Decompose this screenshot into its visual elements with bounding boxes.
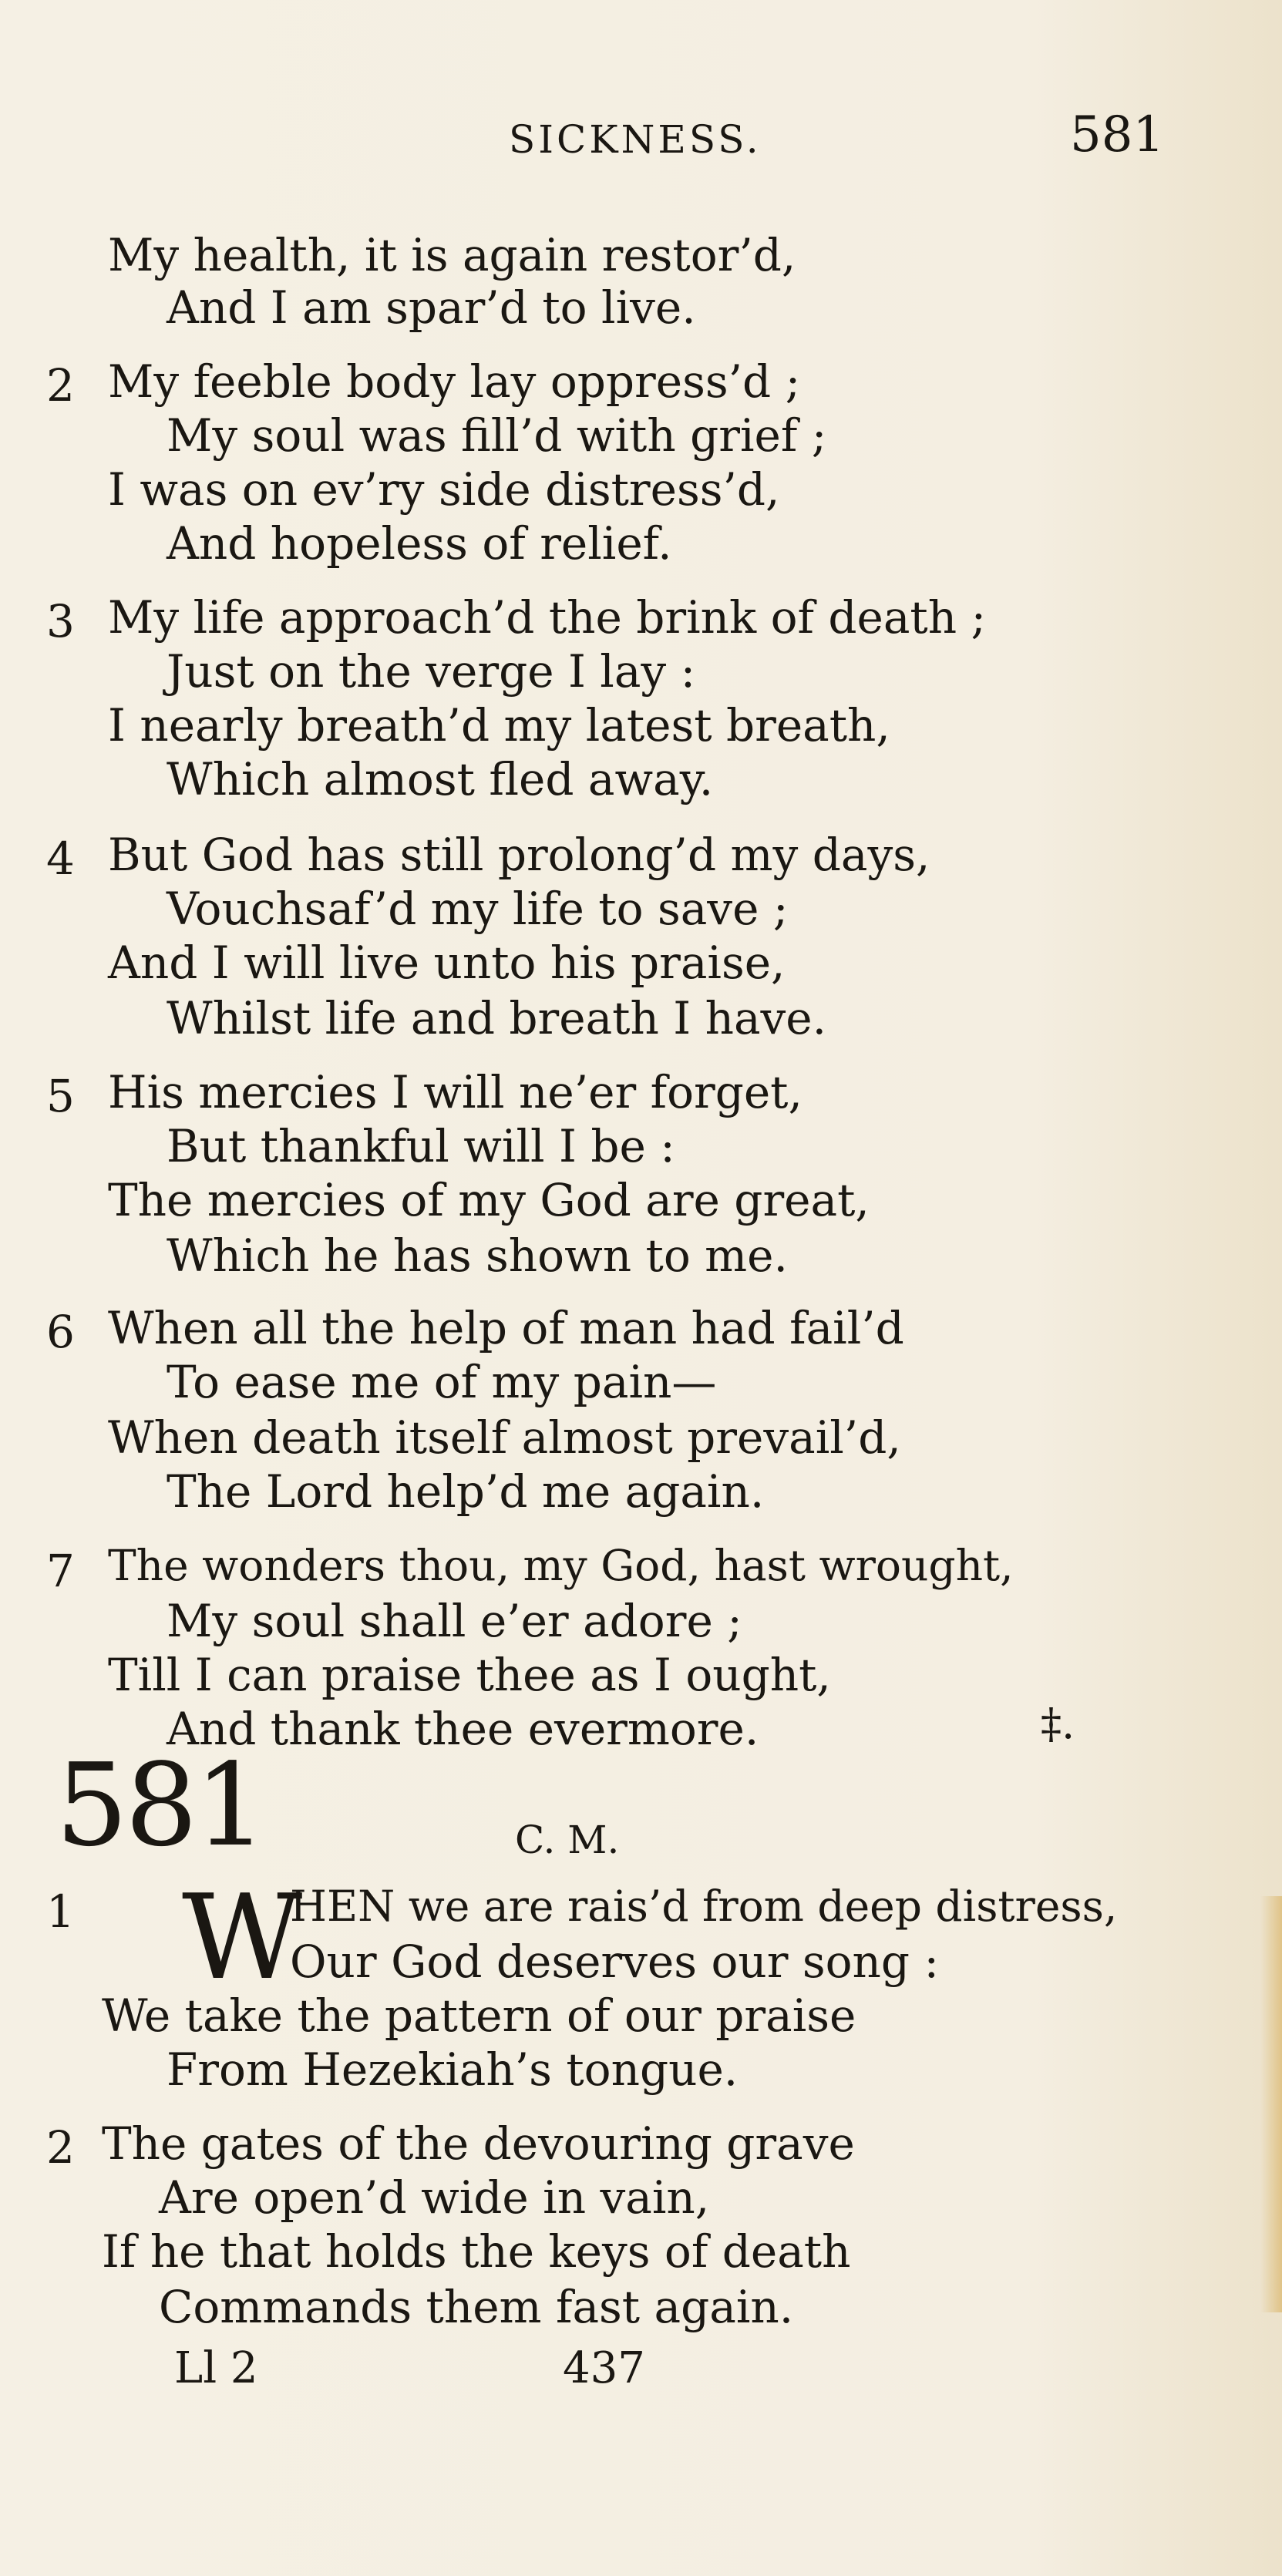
verse-line: My soul was fill’d with grief ;: [167, 409, 827, 462]
verse-line: My soul shall e’er adore ;: [167, 1595, 742, 1647]
verse-line: His mercies I will ne’er forget,: [108, 1066, 803, 1118]
verse-line: Which almost fled away.: [167, 753, 714, 805]
verse-line: When all the help of man had fail’d: [108, 1302, 904, 1354]
verse-line: Till I can praise thee as I ought,: [108, 1649, 831, 1701]
signature-mark: Ll 2: [174, 2343, 258, 2393]
verse-line: And hopeless of relief.: [167, 517, 672, 570]
verse-line: My health, it is again restor’d,: [108, 229, 796, 281]
verse-line: And thank thee evermore.: [167, 1703, 759, 1755]
verse-line: Which he has shown to me.: [167, 1229, 788, 1282]
verse-line: If he that holds the keys of death: [102, 2225, 851, 2278]
verse-line: HEN we are rais’d from deep distress,: [290, 1882, 1118, 1931]
verse-line: The mercies of my God are great,: [108, 1174, 870, 1226]
stanza-number: 2: [46, 359, 75, 412]
stanza-number: 6: [46, 1306, 75, 1358]
verse-line: The gates of the devouring grave: [102, 2117, 855, 2170]
stanza-number: 1: [46, 1885, 75, 1938]
footer-page-number: 437: [563, 2343, 645, 2393]
page-number: 581: [1070, 106, 1165, 163]
verse-line: When death itself almost prevail’d,: [108, 1411, 901, 1464]
drop-capital: W: [182, 1869, 303, 2006]
verse-line: But thankful will I be :: [167, 1120, 675, 1172]
verse-line: I was on ev’ry side distress’d,: [108, 463, 780, 516]
verse-line: The wonders thou, my God, hast wrought,: [108, 1541, 1014, 1590]
verse-line: We take the pattern of our praise: [102, 1989, 856, 2042]
hymn-number: 581: [56, 1739, 264, 1871]
stanza-number: 7: [46, 1545, 75, 1597]
verse-line: My feeble body lay oppress’d ;: [108, 355, 801, 408]
running-title: SICKNESS.: [509, 117, 762, 162]
stanza-number: 5: [46, 1070, 75, 1122]
verse-line: I nearly breath’d my latest breath,: [108, 699, 890, 752]
stanza-number: 4: [46, 832, 75, 885]
verse-line: To ease me of my pain—: [167, 1356, 717, 1408]
verse-line: And I will live unto his praise,: [108, 937, 786, 989]
verse-line: My life approach’d the brink of death ;: [108, 591, 987, 644]
stanza-number: 2: [46, 2121, 75, 2174]
verse-line: Commands them fast again.: [159, 2281, 794, 2333]
verse-line: The Lord help’d me again.: [167, 1465, 765, 1518]
verse-line: And I am spar’d to live.: [167, 281, 696, 334]
hymn-meter: C. M.: [515, 1818, 620, 1862]
stanza-number: 3: [46, 595, 75, 647]
verse-line: Whilst life and breath I have.: [167, 992, 827, 1044]
verse-line: But God has still prolong’d my days,: [108, 829, 930, 881]
verse-line: From Hezekiah’s tongue.: [167, 2043, 739, 2096]
verse-line: Just on the verge I lay :: [167, 645, 696, 698]
double-dagger-ornament: ‡.: [1041, 1700, 1075, 1748]
page-edge-stain: [1260, 1896, 1282, 2312]
verse-line: Are open’d wide in vain,: [159, 2171, 710, 2224]
verse-line: Vouchsaf’d my life to save ;: [167, 883, 789, 935]
verse-line: Our God deserves our song :: [290, 1935, 940, 1988]
